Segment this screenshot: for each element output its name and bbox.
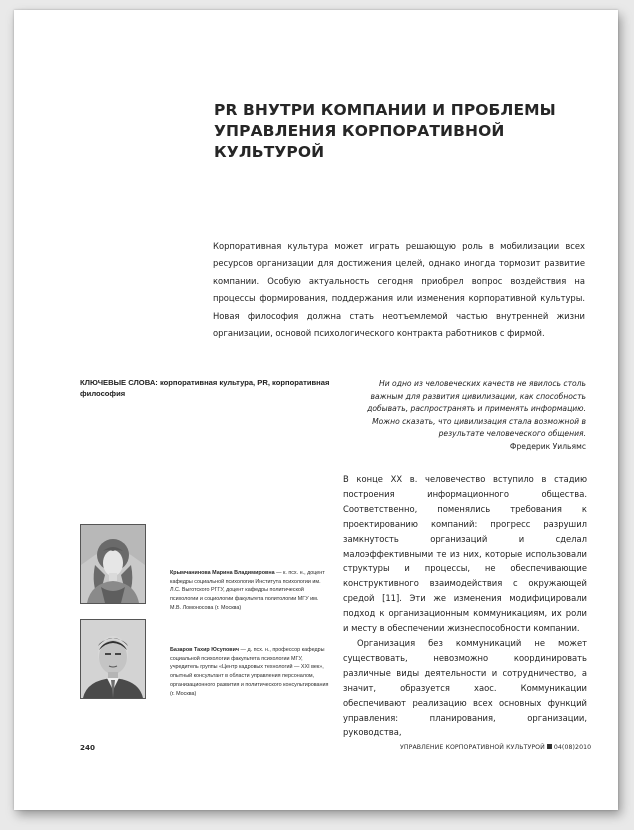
keywords: КЛЮЧЕВЫЕ СЛОВА: корпоративная культура, PR, корпоративная философия: [80, 378, 330, 398]
author-bio-2: [170, 646, 330, 698]
article-title: [214, 100, 604, 163]
article-body: [343, 472, 587, 740]
journal-page: [14, 10, 618, 810]
epigraph-author: Фредерик Уильямс: [509, 441, 586, 451]
article-title-line-1: PR ВНУТРИ КОМПАНИИ И ПРОБЛЕМЫ: [214, 101, 556, 119]
epigraph-text: Ни одно из человеческих качеств не явилось столь важным для развития цивилизации, как способность добывать, распространять и применять информацию. Можно сказать, что цивилизация стала возможной в результате человеческого общения.: [367, 379, 586, 438]
epigraph: [344, 378, 586, 453]
author-photo-2: [80, 619, 146, 699]
author-details-1: — к. псх. н., доцент кафедры социальной психологии Института психологии им. Л.С. Выготского РГГУ, доцент кафедры политической психологии и социологии факультета политологии МГУ им. М.В. Ломоносова (г. Москва): [170, 570, 325, 611]
square-separator-icon: [547, 744, 552, 749]
journal-name: УПРАВЛЕНИЕ КОРПОРАТИВНОЙ КУЛЬТУРОЙ: [400, 744, 545, 751]
body-paragraph-2: Организация без коммуникаций не может существовать, невозможно координировать различные виды деятельности и сотрудничество, а значит, образуется хаос. Коммуникации обеспечивают реализацию всех основных функций управления: планирования, организации, руководства,: [343, 637, 587, 738]
running-footer: [400, 744, 591, 751]
article-lead: Корпоративная культура может играть решающую роль в мобилизации всех ресурсов организации для достижения целей, однако иногда тормозит развитие компании. Особую актуальность сегодня приобрел вопрос воздействия на процессы формирования, поддержания или изменения корпоративной культуры. Новая философия должна стать неотъемлемой частью внутренней жизни организации, основой психологического контракта работников с фирмой.: [213, 241, 585, 339]
page-number: 240: [80, 743, 96, 752]
author-photo-1: [80, 524, 146, 604]
issue-number: 04(08)2010: [553, 744, 592, 751]
author-bio-1: [170, 569, 330, 613]
article-title-line-2: УПРАВЛЕНИЯ КОРПОРАТИВНОЙ КУЛЬТУРОЙ: [214, 122, 505, 161]
author-name-2: Базаров Тахир Юсупович: [170, 647, 240, 653]
body-paragraph-1: В конце XX в. человечество вступило в стадию построения информационного общества. Соответственно, поменялись требования к проектированию компаний: прогресс разрушил замкнутость организаций и сделал малоэффективными те из них, которые использовали структуры и процессы, не обеспечивающие конструктивного взаимодействия с окружающей средой [11]. Эти же изменения модифицировали подход к организационным коммуникациям, их роли и месту в обеспечении жизнеспособности компании.: [343, 474, 587, 634]
author-name-1: Крымчанинова Марина Владимировна: [170, 570, 275, 576]
author-details-2: — д. псх. н., профессор кафедры социальной психологии факультета психологии МГУ, учредитель группы «Центр кадровых технологий — XXI век», опытный консультант в области управления персоналом, организационного развития и политического консультирования (г. Москва): [170, 647, 329, 697]
